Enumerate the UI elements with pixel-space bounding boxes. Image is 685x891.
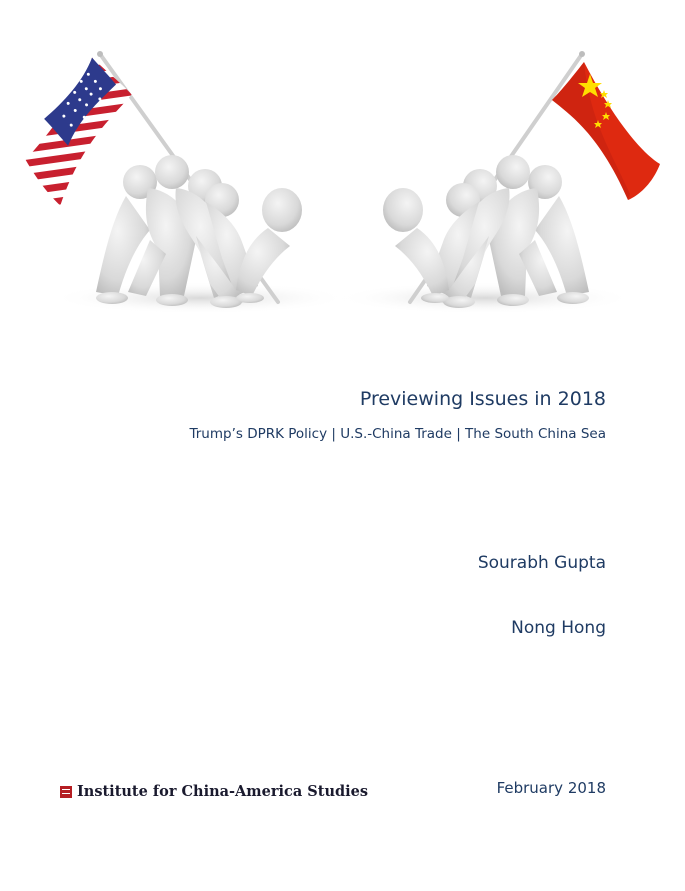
institute-footer [60,783,368,800]
author-name: Nong Hong [511,618,606,638]
publication-date: February 2018 [496,779,606,797]
institute-name: Institute for China-America Studies [77,783,369,800]
flag-raising-illustration [0,40,685,330]
report-subtitle: Trump’s DPRK Policy | U.S.-China Trade | The South China Sea [189,426,606,442]
institute-logo-icon [60,786,72,798]
china-flag-group [335,51,660,314]
china-flag-icon [552,62,660,200]
author-name: Sourabh Gupta [477,553,606,573]
report-title: Previewing Issues in 2018 [359,388,606,410]
us-flag-group [13,51,350,314]
